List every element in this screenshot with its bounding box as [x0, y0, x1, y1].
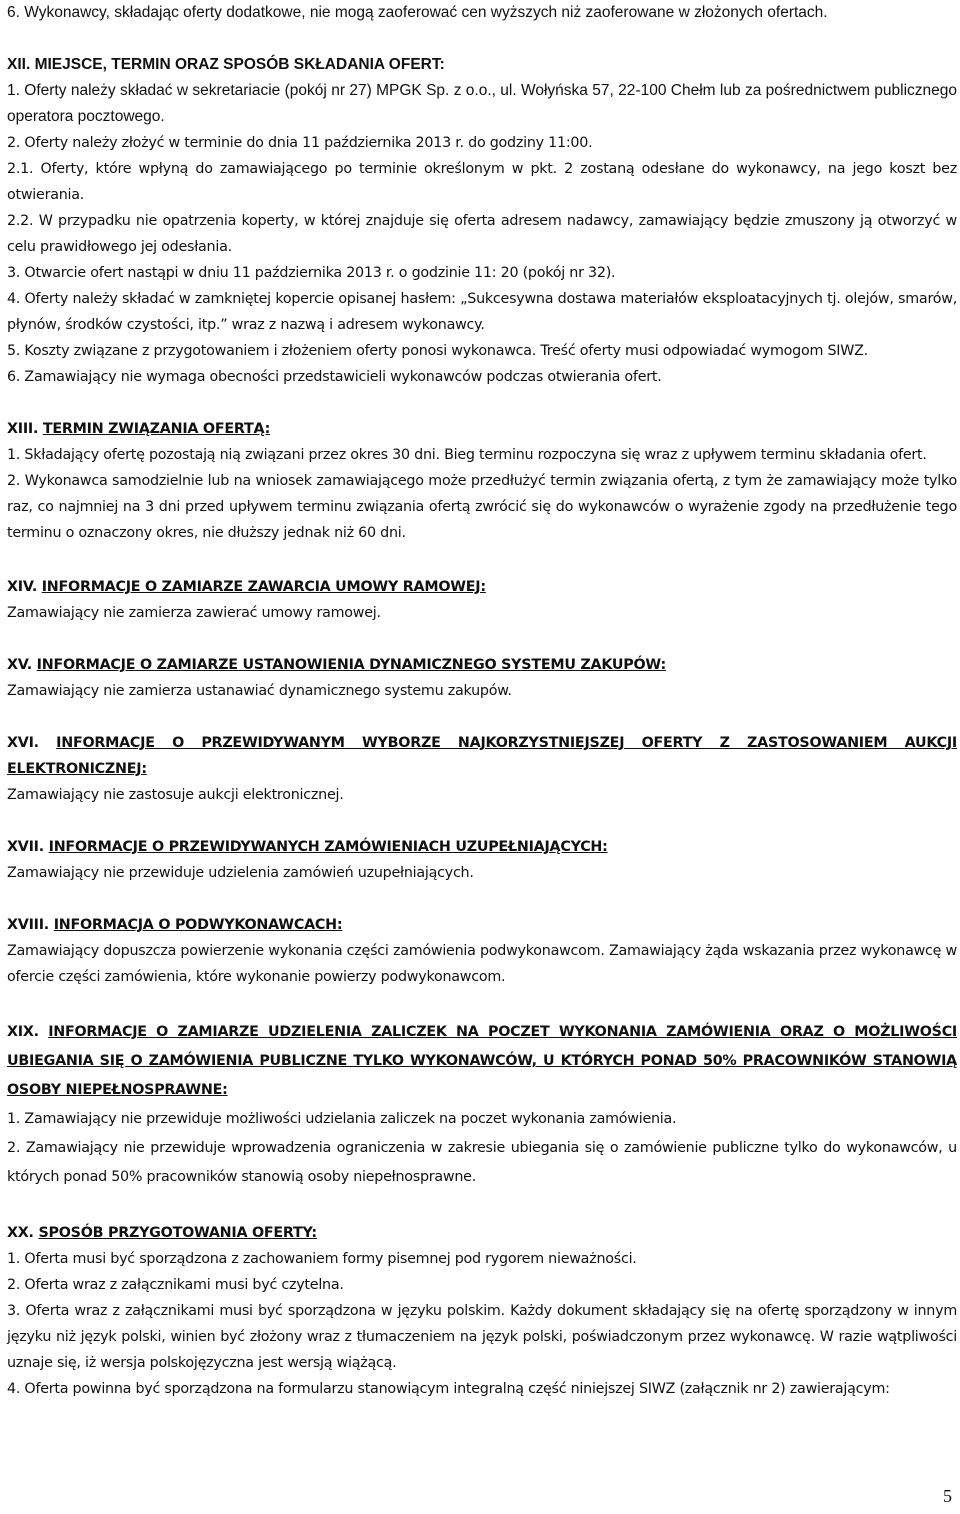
paragraph: 4. Oferta powinna być sporządzona na formularzu stanowiącym integralną część niniejszej SIWZ (załącznik nr 2) zawierającym: [7, 1381, 890, 1397]
section-heading-xii [7, 52, 957, 78]
section-title: SPOSÓB PRZYGOTOWANIA OFERTY: [38, 1225, 317, 1241]
paragraph: 6. Zamawiający nie wymaga obecności przedstawicieli wykonawców podczas otwierania ofert. [7, 369, 662, 385]
section-title: INFORMACJA O PODWYKONAWCACH: [53, 917, 343, 933]
paragraph: 1. Zamawiający nie przewiduje możliwości udzielania zaliczek na poczet wykonania zamówienia. [7, 1111, 677, 1127]
section-heading-xix [7, 1018, 957, 1105]
paragraph: 3. Otwarcie ofert nastąpi w dniu 11 października 2013 r. o godzinie 11: 20 (pokój nr 32). [7, 265, 616, 281]
section-number: XII. [7, 56, 35, 73]
paragraph: 2. Wykonawca samodzielnie lub na wniosek zamawiającego może przedłużyć termin związania ofertą, z tym że zamawiający może tylko raz, co najmniej na 3 dni przed upływem terminu związania ofertą zwrócić się do wykonawców o wyrażenie zgody na przedłużenie tego terminu o oznaczony okres, nie dłuższy jednak niż 60 dni. [7, 473, 957, 541]
section-heading-xv [7, 652, 957, 678]
paragraph: 2.1. Oferty, które wpłyną do zamawiającego po terminie określonym w pkt. 2 zostaną odesłane do wykonawcy, na jego koszt bez otwierania. [7, 161, 957, 203]
document-page [7, 0, 957, 1402]
section-heading-xvi [7, 730, 957, 782]
paragraph: 1. Oferta musi być sporządzona z zachowaniem formy pisemnej pod rygorem nieważności. [7, 1251, 637, 1267]
paragraph: 1. Składający ofertę pozostają nią związani przez okres 30 dni. Bieg terminu rozpoczyna się wraz z upływem terminu składania ofert. [7, 447, 927, 463]
paragraph: 2.2. W przypadku nie opatrzenia koperty, w której znajduje się oferta adresem nadawcy, zamawiający będzie zmuszony ją otworzyć w celu prawidłowego jej odesłania. [7, 213, 957, 255]
paragraph: Zamawiający nie zamierza zawierać umowy ramowej. [7, 605, 381, 621]
section-heading-xiv [7, 574, 957, 600]
section-title: INFORMACJE O ZAMIARZE UDZIELENIA ZALICZEK NA POCZET WYKONANIA ZAMÓWIENIA ORAZ O MOŻLIWOŚCI UBIEGANIA SIĘ O ZAMÓWIENIA PUBLICZNE TYLKO WYKONAWCÓW, U KTÓRYCH PONAD 50% PRACOWNIKÓW STANOWIĄ OSOBY NIEPEŁNOSPRAWNE: [7, 1024, 958, 1098]
paragraph: Zamawiający nie zastosuje aukcji elektronicznej. [7, 787, 344, 803]
section-number: XX. [7, 1225, 39, 1241]
section-number: XIII. [7, 421, 43, 437]
section-title: INFORMACJE O PRZEWIDYWANYCH ZAMÓWIENIACH UZUPEŁNIAJĄCYCH: [48, 839, 608, 855]
paragraph: 1. Oferty należy składać w sekretariacie (pokój nr 27) MPGK Sp. z o.o., ul. Wołyńska 57, 22-100 Chełm lub za pośrednictwem publicznego operatora pocztowego. [7, 82, 957, 125]
paragraph: Zamawiający nie zamierza ustanawiać dynamicznego systemu zakupów. [7, 683, 512, 699]
section-title: TERMIN ZWIĄZANIA OFERTĄ: [42, 421, 271, 437]
section-number: XVII. [7, 839, 49, 855]
section-number: XV. [7, 657, 37, 673]
section-number: XIX. [7, 1024, 49, 1040]
section-number: XVIII. [7, 917, 54, 933]
page-number: 5 [943, 1486, 952, 1506]
section-number: XVI. [7, 735, 57, 751]
section-heading-xviii [7, 912, 957, 938]
section-heading-xvii [7, 834, 957, 860]
section-heading-xiii [7, 416, 957, 442]
paragraph: 2. Oferty należy złożyć w terminie do dnia 11 października 2013 r. do godziny 11:00. [7, 135, 593, 151]
section-title: INFORMACJE O ZAMIARZE USTANOWIENIA DYNAMICZNEGO SYSTEMU ZAKUPÓW: [36, 657, 666, 673]
paragraph: 2. Zamawiający nie przewiduje wprowadzenia ograniczenia w zakresie ubiegania się o zamówienie publiczne tylko do wykonawców, u których ponad 50% pracowników stanowią osoby niepełnosprawne. [7, 1140, 957, 1185]
paragraph: 3. Oferta wraz z załącznikami musi być sporządzona w języku polskim. Każdy dokument składający się na ofertę sporządzony w innym języku niż język polski, winien być złożony wraz z tłumaczeniem na język polski, poświadczonym przez wykonawcę. W razie wątpliwości uznaje się, iż wersja polskojęzyczna jest wersją wiążącą. [7, 1303, 957, 1371]
section-heading-xx [7, 1220, 957, 1246]
section-title: INFORMACJE O ZAMIARZE ZAWARCIA UMOWY RAMOWEJ: [41, 579, 486, 595]
section-number: XIV. [7, 579, 42, 595]
paragraph: 6. Wykonawcy, składając oferty dodatkowe, nie mogą zaoferować cen wyższych niż zaoferowane w złożonych ofertach. [7, 4, 828, 21]
paragraph: Zamawiający nie przewiduje udzielenia zamówień uzupełniających. [7, 865, 474, 881]
paragraph: 2. Oferta wraz z załącznikami musi być czytelna. [7, 1277, 344, 1293]
paragraph: 4. Oferty należy składać w zamkniętej kopercie opisanej hasłem: „Sukcesywna dostawa materiałów eksploatacyjnych tj. olejów, smarów, płynów, środków czystości, itp.” wraz z nazwą i adresem wykonawcy. [7, 291, 957, 333]
section-title: MIEJSCE, TERMIN ORAZ SPOSÓB SKŁADANIA OFERT: [34, 56, 445, 73]
paragraph: Zamawiający dopuszcza powierzenie wykonania części zamówienia podwykonawcom. Zamawiający żąda wskazania przez wykonawcę w ofercie części zamówienia, które wykonanie powierzy podwykonawcom. [7, 943, 957, 985]
paragraph: 5. Koszty związane z przygotowaniem i złożeniem oferty ponosi wykonawca. Treść oferty musi odpowiadać wymogom SIWZ. [7, 343, 868, 359]
section-title: INFORMACJE O PRZEWIDYWANYM WYBORZE NAJKORZYSTNIEJSZEJ OFERTY Z ZASTOSOWANIEM AUKCJI ELEKTRONICZNEJ: [7, 735, 957, 777]
